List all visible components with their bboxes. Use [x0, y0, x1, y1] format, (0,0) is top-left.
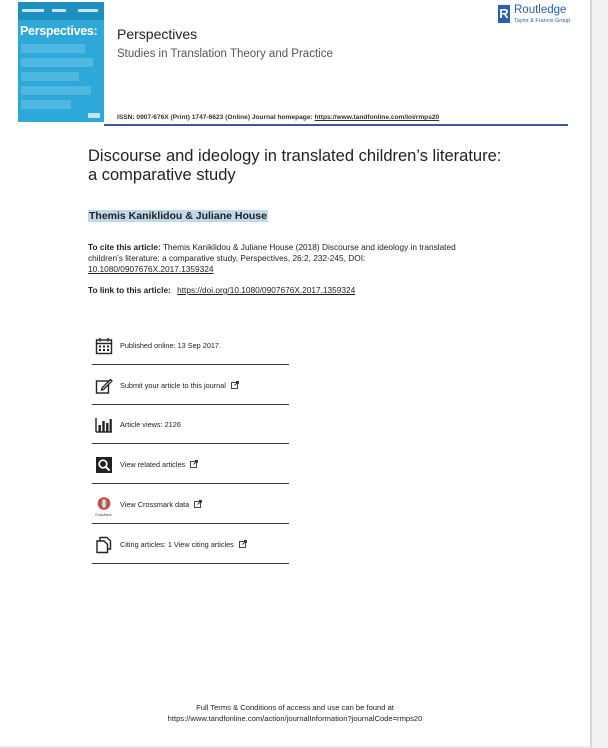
footer-terms-link[interactable]: https://www.tandfonline.com/action/journalInformation?journalCode=rmps20: [167, 714, 423, 723]
edit-icon: [95, 377, 113, 395]
link-label: To link to this article:: [88, 285, 171, 295]
article-doi-link[interactable]: https://doi.org/10.1080/0907676X.2017.1359324: [177, 285, 356, 295]
header-rule: [104, 124, 568, 126]
external-link-icon: [194, 500, 202, 508]
search-document-icon: [95, 456, 113, 474]
footer-terms-text: Full Terms & Conditions of access and use can be found at: [196, 703, 394, 712]
link-line: [88, 285, 355, 295]
article-views: Article views: 2126: [120, 420, 181, 429]
journal-homepage-link[interactable]: https://www.tandfonline.com/loi/rmps20: [314, 114, 440, 121]
cover-top-strip: [18, 2, 104, 20]
cite-label: To cite this article:: [88, 242, 161, 252]
external-link-icon: [239, 540, 247, 548]
bar-chart-icon: [95, 416, 113, 434]
submit-article-row[interactable]: [92, 367, 289, 405]
article-authors[interactable]: Themis Kaniklidou & Juliane House: [89, 210, 267, 222]
journal-cover-image: [18, 2, 104, 122]
publisher-name: Routledge: [514, 4, 567, 16]
cover-title: Perspectives:: [20, 24, 98, 38]
related-articles-link[interactable]: View related articles: [120, 460, 186, 469]
calendar-icon: [95, 337, 113, 355]
citing-articles-row[interactable]: [92, 526, 289, 564]
issn-text: ISSN: 0907-676X (Print) 1747-6623 (Online) Journal homepage:: [117, 114, 313, 121]
publisher-tag: Taylor & Francis Group: [514, 18, 571, 24]
routledge-mark: R: [499, 6, 509, 21]
related-articles-row[interactable]: [92, 446, 289, 484]
published-row: [92, 327, 289, 365]
issn-line: [117, 114, 439, 121]
external-link-icon: [190, 460, 198, 468]
citing-articles-link[interactable]: Citing articles: 1 View citing articles: [120, 540, 234, 549]
external-link-icon: [231, 381, 239, 389]
journal-subtitle: Studies in Translation Theory and Practice: [117, 48, 333, 60]
cite-text: Themis Kaniklidou & Juliane House (2018) Discourse and ideology in translated children’s literature: a comparative study, Perspectives, 26:2, 232-245, DOI:: [88, 242, 456, 263]
viewer-scroll-area[interactable]: [591, 0, 608, 748]
article-title: Discourse and ideology in translated children’s literature: a comparative study: [88, 147, 502, 184]
copy-documents-icon: [95, 536, 113, 554]
citation-block: [88, 242, 488, 275]
footer: [0, 702, 590, 724]
published-date: Published online: 13 Sep 2017.: [120, 341, 222, 350]
journal-title: Perspectives: [117, 26, 198, 42]
cite-doi-link[interactable]: 10.1080/0907676X.2017.1359324: [88, 264, 214, 274]
crossmark-icon: [95, 496, 113, 514]
crossmark-badge-label: CrossMark: [95, 513, 112, 517]
article-views-row: [92, 406, 289, 444]
submit-article-link[interactable]: Submit your article to this journal: [120, 381, 226, 390]
crossmark-link[interactable]: View Crossmark data: [120, 500, 190, 509]
crossmark-row[interactable]: [92, 486, 289, 524]
